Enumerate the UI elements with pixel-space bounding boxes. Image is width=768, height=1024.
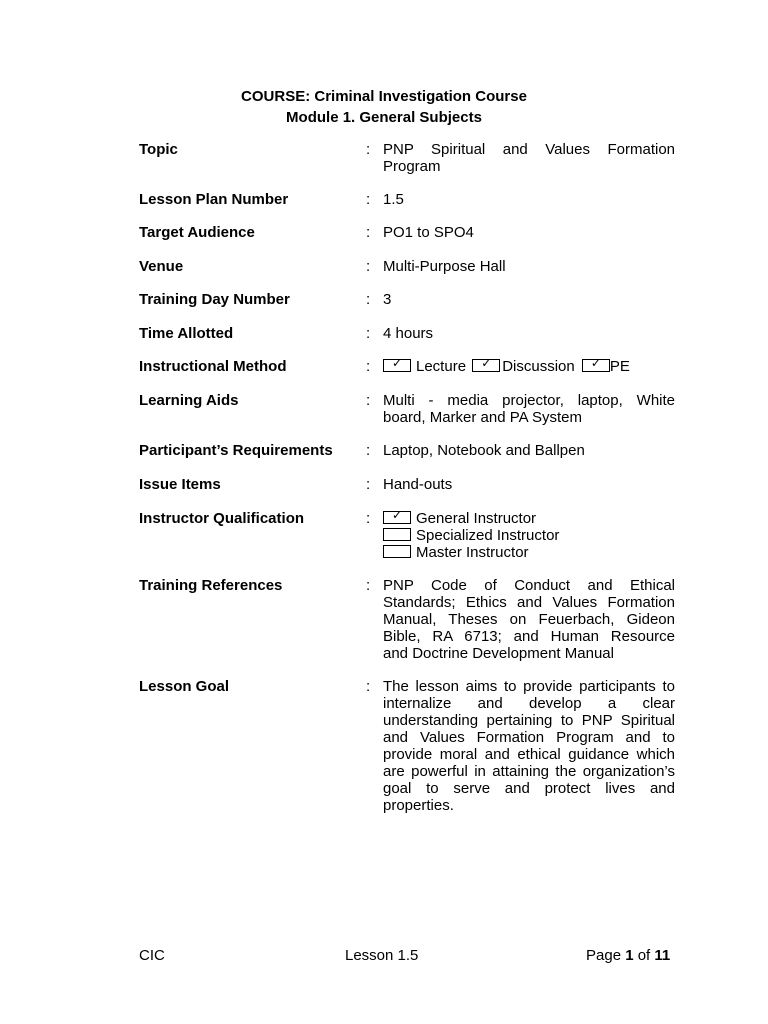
- qualification-option-specialized[interactable]: [383, 527, 675, 544]
- footer-lesson: Lesson 1.5: [345, 947, 419, 964]
- venue-value: Multi-Purpose Hall: [383, 258, 506, 275]
- lesson-goal-line-1: The lesson aims to provide participants to: [383, 678, 675, 695]
- learning-aids-line-1: Multi - media projector, laptop, White: [383, 392, 675, 409]
- qualification-option-label: General Instructor: [416, 510, 537, 527]
- separator: :: [366, 325, 371, 342]
- topic-label: Topic: [139, 141, 178, 158]
- learning-aids-label: Learning Aids: [139, 392, 239, 409]
- separator: :: [366, 510, 371, 527]
- check-icon: ✓: [481, 356, 492, 370]
- footer-page-total: 11: [654, 947, 671, 964]
- instructor-qualification-label: Instructor Qualification: [139, 510, 305, 527]
- checkbox-checked-icon[interactable]: [383, 356, 411, 372]
- check-icon: ✓: [590, 356, 601, 370]
- training-day-number-label: Training Day Number: [139, 291, 290, 308]
- footer-page-current: 1: [625, 947, 634, 964]
- check-icon: ✓: [392, 356, 403, 370]
- separator: :: [366, 392, 371, 409]
- qualification-option-master[interactable]: [383, 544, 675, 561]
- lesson-goal-line-8: properties.: [383, 797, 454, 814]
- separator: :: [366, 577, 371, 594]
- separator: :: [366, 191, 371, 208]
- lesson-plan-number-value: 1.5: [383, 191, 404, 208]
- check-icon: ✓: [392, 508, 403, 522]
- method-option-lecture[interactable]: [383, 358, 470, 375]
- lesson-goal-line-2: internalize and develop a clear: [383, 695, 675, 712]
- training-references-line-3: Manual, Theses on Feuerbach, Gideon: [383, 611, 675, 628]
- separator: :: [366, 291, 371, 308]
- separator: :: [366, 224, 371, 241]
- lesson-goal-label: Lesson Goal: [139, 678, 230, 695]
- training-references-line-1: PNP Code of Conduct and Ethical: [383, 577, 675, 594]
- issue-items-label: Issue Items: [139, 476, 221, 493]
- issue-items-value: Hand-outs: [383, 476, 453, 493]
- lesson-goal-line-3: understanding pertaining to PNP Spiritual: [383, 712, 675, 729]
- separator: :: [366, 476, 371, 493]
- checkbox-checked-icon[interactable]: [472, 356, 500, 372]
- lesson-goal-line-4: and Values Formation Program and to: [383, 729, 675, 746]
- checkbox-empty-icon[interactable]: [383, 528, 411, 541]
- separator: :: [366, 141, 371, 158]
- course-title: COURSE: Criminal Investigation Course: [241, 88, 527, 105]
- participants-requirements-label: Participant’s Requirements: [139, 442, 333, 459]
- method-option-pe[interactable]: [582, 358, 630, 375]
- separator: :: [366, 358, 371, 375]
- target-audience-value: PO1 to SPO4: [383, 224, 474, 241]
- method-option-discussion[interactable]: [472, 358, 579, 375]
- checkbox-checked-icon[interactable]: [582, 356, 610, 372]
- training-references-line-4: Bible, RA 6713; and Human Resource: [383, 628, 675, 645]
- method-option-label: Discussion: [502, 358, 575, 375]
- training-references-label: Training References: [139, 577, 283, 594]
- participants-requirements-value: Laptop, Notebook and Ballpen: [383, 442, 585, 459]
- qualification-option-general[interactable]: [383, 510, 675, 527]
- checkbox-empty-icon[interactable]: [383, 545, 411, 558]
- time-allotted-value: 4 hours: [383, 325, 434, 342]
- lesson-plan-number-label: Lesson Plan Number: [139, 191, 289, 208]
- training-references-line-5: and Doctrine Development Manual: [383, 645, 614, 662]
- qualification-option-label: Specialized Instructor: [416, 527, 560, 544]
- method-option-label: PE: [609, 358, 630, 375]
- topic-line-2: Program: [383, 158, 441, 175]
- footer-page-prefix: Page: [586, 947, 626, 964]
- training-references-line-2: Standards; Ethics and Values Formation: [383, 594, 675, 611]
- training-day-number-value: 3: [383, 291, 392, 308]
- method-option-label: Lecture: [416, 358, 467, 375]
- topic-line-1: PNP Spiritual and Values Formation: [383, 141, 675, 158]
- lesson-goal-line-5: provide moral and ethical guidance which: [383, 746, 675, 763]
- footer-course-code: CIC: [139, 947, 165, 964]
- checkbox-checked-icon[interactable]: [383, 508, 411, 524]
- instructional-method-label: Instructional Method: [139, 358, 287, 375]
- module-title: Module 1. General Subjects: [286, 109, 482, 126]
- separator: :: [366, 678, 371, 695]
- lesson-goal-line-7: goal to serve and protect lives and: [383, 780, 675, 797]
- footer-page-number: [586, 947, 670, 964]
- venue-label: Venue: [139, 258, 184, 275]
- target-audience-label: Target Audience: [139, 224, 255, 241]
- learning-aids-line-2: board, Marker and PA System: [383, 409, 582, 426]
- separator: :: [366, 258, 371, 275]
- separator: :: [366, 442, 371, 459]
- qualification-option-label: Master Instructor: [416, 544, 529, 561]
- footer-page-of: of: [633, 947, 655, 964]
- time-allotted-label: Time Allotted: [139, 325, 234, 342]
- lesson-goal-line-6: are powerful in attaining the organization’s: [383, 763, 675, 780]
